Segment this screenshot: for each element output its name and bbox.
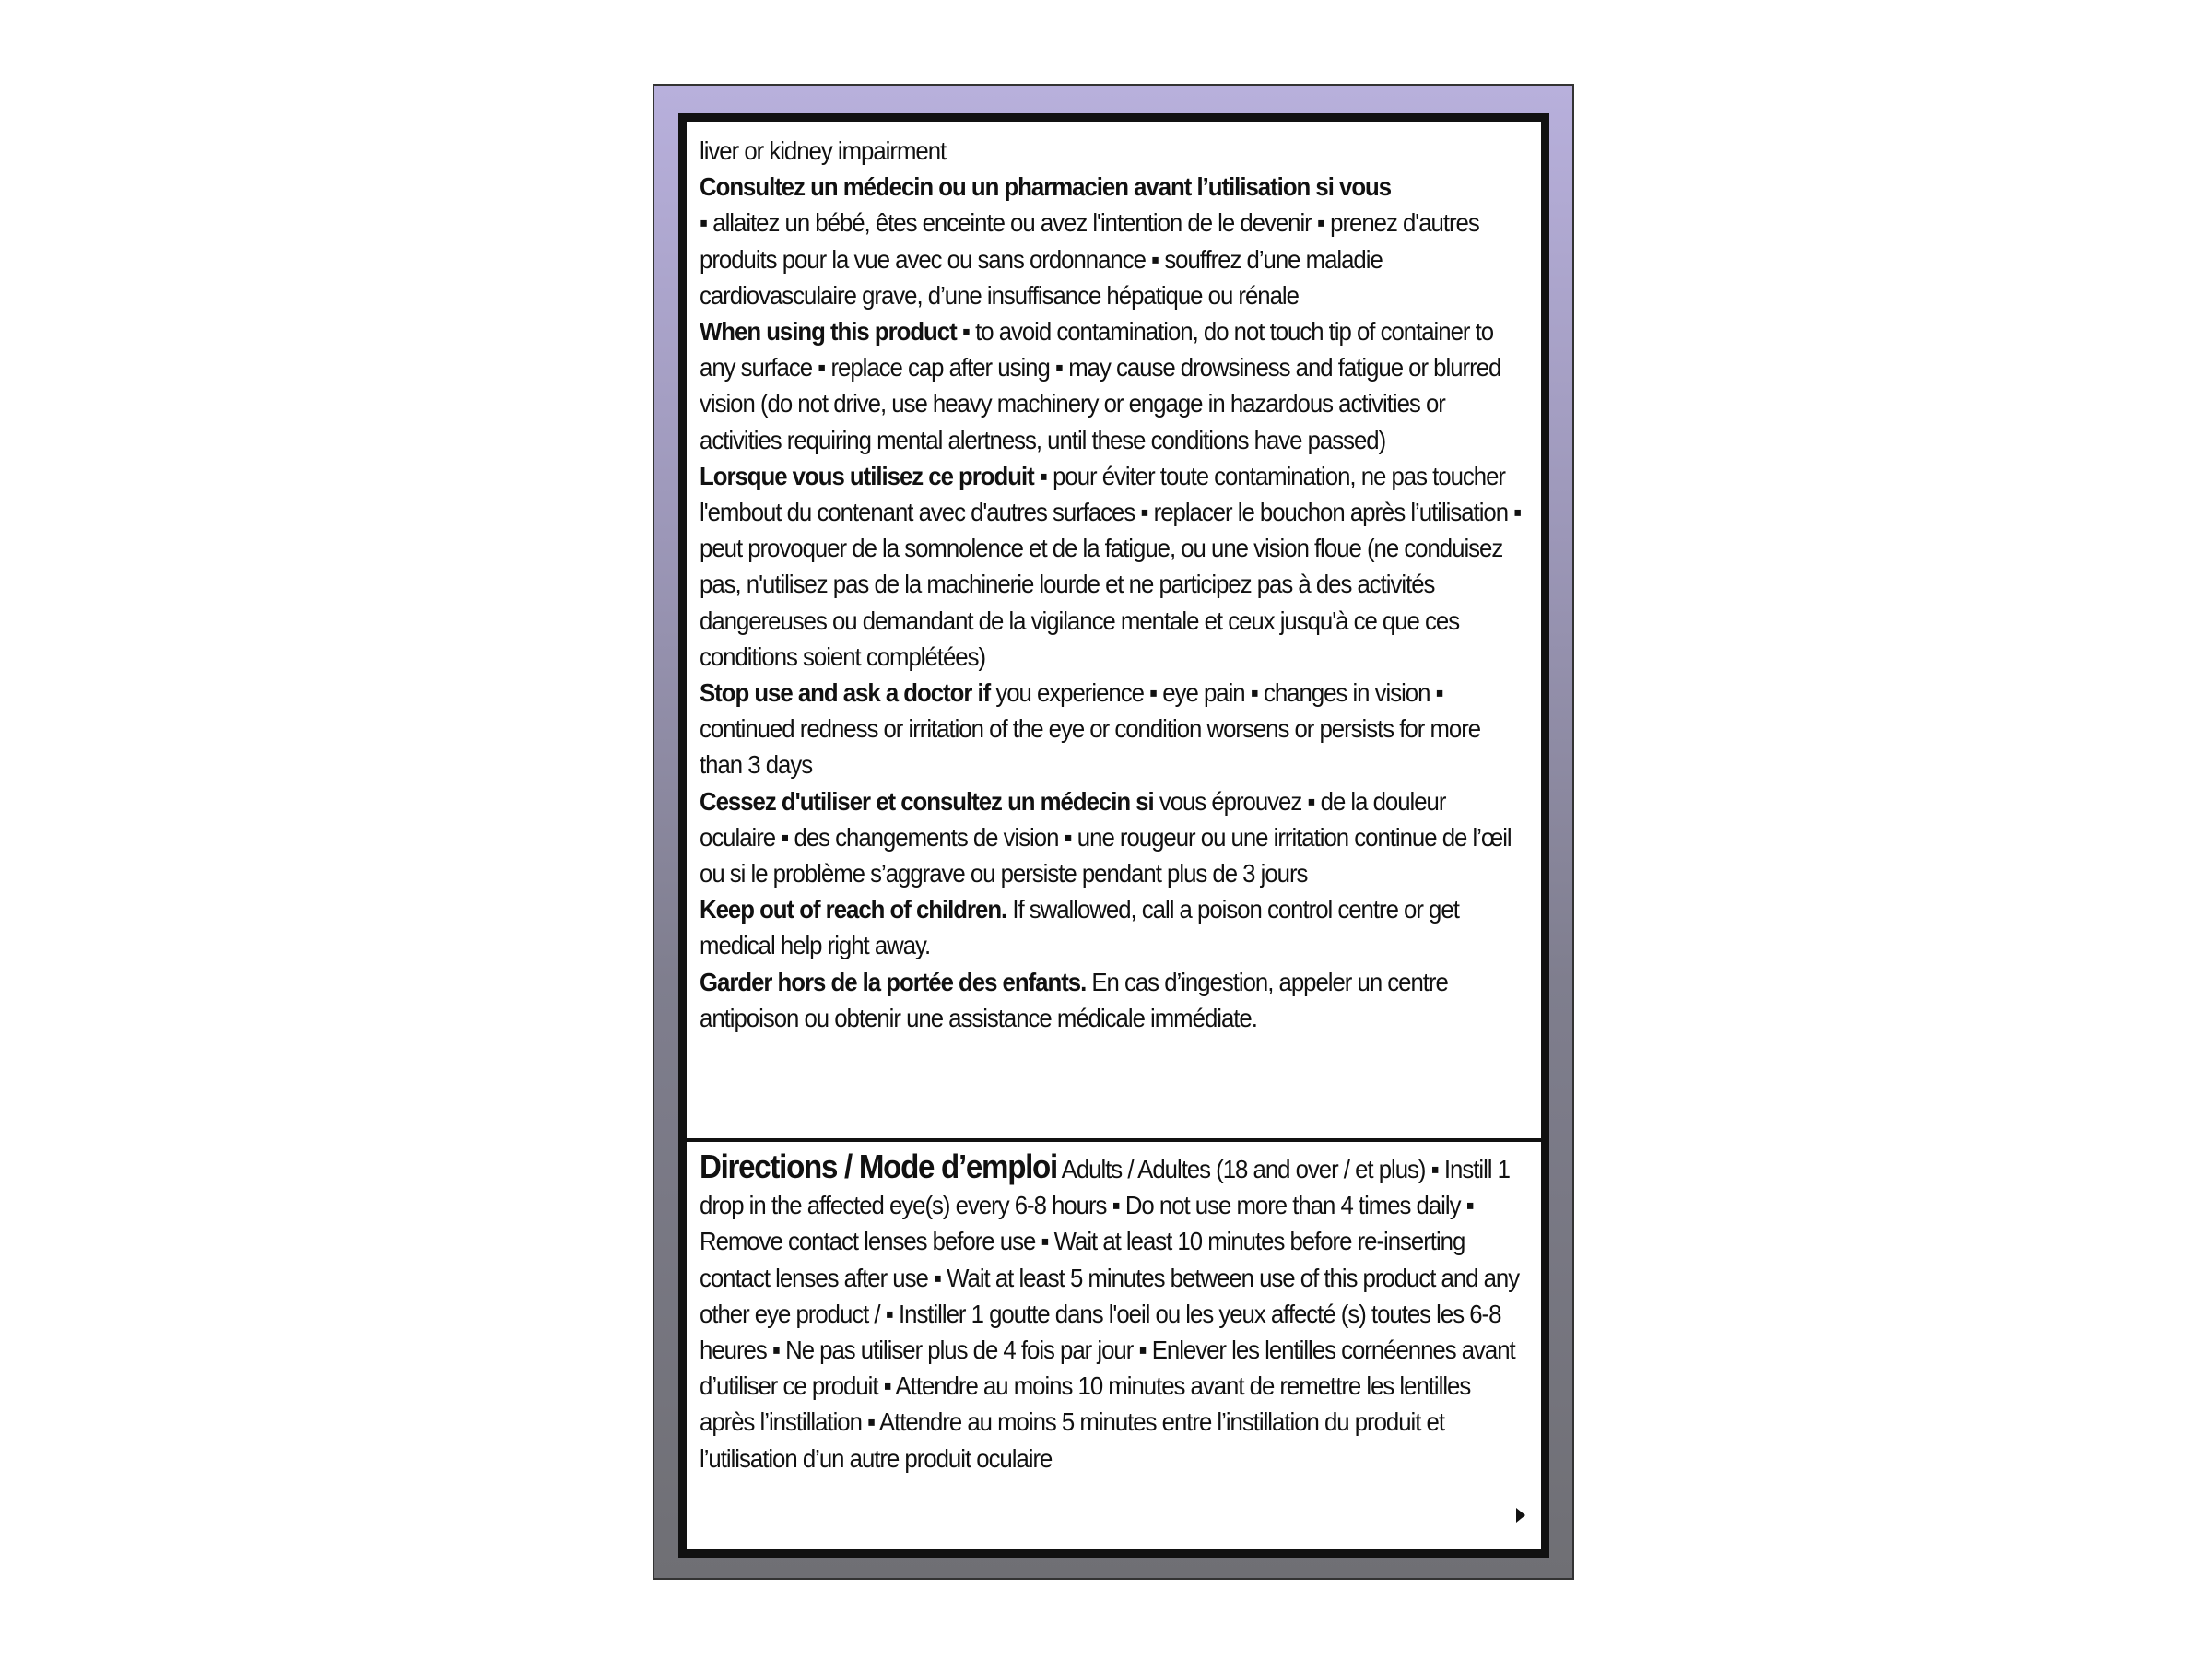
warnings-section bbox=[687, 133, 1541, 1138]
keep-out-heading: Keep out of reach of children. bbox=[700, 895, 1007, 924]
when-using-heading: When using this product bbox=[700, 317, 957, 347]
drug-facts-content-box bbox=[678, 113, 1549, 1558]
directions-section bbox=[687, 1148, 1541, 1535]
cessez-heading: Cessez d'utiliser et consultez un médecin si bbox=[700, 786, 1154, 816]
consult-fr-body: ▪ allaitez un bébé, êtes enceinte ou avez l'intention de le devenir ▪ prenez d'autres produits pour la vue avec ou sans ordonnance ▪ souffrez d’une maladie cardiovasculaire grave, d’une insuffisance hépatique ou rénale bbox=[700, 208, 1479, 310]
keep-out-body: If swallowed, call a poison control centre or get medical help right away. bbox=[700, 895, 1459, 960]
warning-intro-line: liver or kidney impairment bbox=[700, 136, 947, 165]
directions-body: Adults / Adultes (18 and over / et plus) ▪ Instill 1 drop in the affected eye(s) every 6-8 hours ▪ Do not use more than 4 times daily ▪ Remove contact lenses before use ▪ Wait at least 10 minutes before re-inserting contact lenses after use ▪ Wait at least 5 minutes between use of this product and any other eye product / ▪ Instiller 1 goutte dans l'oeil ou les yeux affecté (s) toutes les 6-8 heures ▪ Ne pas utiliser plus de 4 fois par jour ▪ Enlever les lentilles cornéennes avant d’utiliser ce produit ▪ Attendre au moins 10 minutes avant de remettre les lentilles après l’instillation ▪ Attendre au moins 5 minutes entre l’instillation du produit et l’utilisation d’un autre produit oculaire bbox=[700, 1155, 1520, 1473]
garder-body: En cas d’ingestion, appeler un centre antipoison ou obtenir une assistance médicale immédiate. bbox=[700, 967, 1448, 1032]
directions-heading: Directions / Mode d’emploi bbox=[700, 1148, 1057, 1185]
stop-use-heading: Stop use and ask a doctor if bbox=[700, 678, 991, 708]
directions-text bbox=[700, 1148, 1523, 1477]
lorsque-body: ▪ pour éviter toute contamination, ne pas toucher l'embout du contenant avec d'autres surfaces ▪ replacer le bouchon après l’utilisation ▪ peut provoquer de la somnolence et de la fatigue, ou une vision floue (ne conduisez pas, n'utilisez pas de la machinerie lourde et ne participez pas à des activités dangereuses ou demandant de la vigilance mentale et ceux jusqu'à ce que ces conditions soient complétées) bbox=[700, 461, 1522, 671]
triangle-right-icon bbox=[1516, 1508, 1525, 1523]
consult-fr-heading: Consultez un médecin ou un pharmacien avant l’utilisation si vous bbox=[700, 172, 1392, 202]
lorsque-heading: Lorsque vous utilisez ce produit bbox=[700, 461, 1034, 490]
stop-use-body: you experience ▪ eye pain ▪ changes in vision ▪ continued redness or irritation of the eye or condition worsens or persists for more than 3 days bbox=[700, 678, 1481, 780]
section-divider bbox=[687, 1138, 1541, 1142]
drug-facts-panel bbox=[653, 84, 1574, 1580]
warnings-text bbox=[700, 133, 1523, 1036]
when-using-body: ▪ to avoid contamination, do not touch tip of container to any surface ▪ replace cap after using ▪ may cause drowsiness and fatigue or blurred vision (do not drive, use heavy machinery or engage in hazardous activities or activities requiring mental alertness, until these conditions have passed) bbox=[700, 317, 1501, 454]
cessez-body: vous éprouvez ▪ de la douleur oculaire ▪ des changements de vision ▪ une rougeur ou une irritation continue de l’œil ou si le problème s’aggrave ou persiste pendant plus de 3 jours bbox=[700, 786, 1512, 888]
garder-heading: Garder hors de la portée des enfants. bbox=[700, 967, 1087, 996]
